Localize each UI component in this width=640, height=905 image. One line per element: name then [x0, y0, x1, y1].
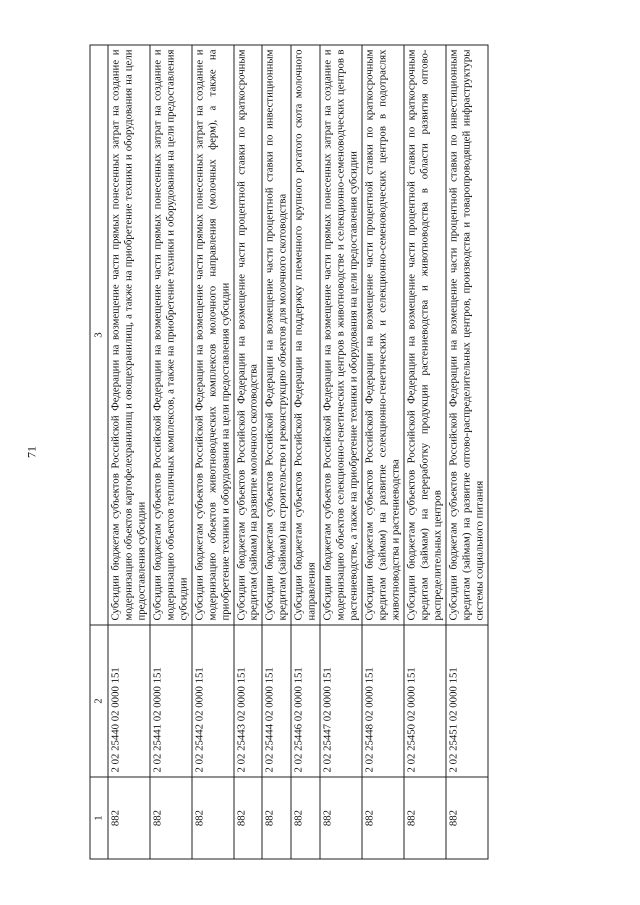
- table-row: [262, 45, 291, 859]
- admin-code-cell: 882: [320, 777, 362, 859]
- classification-code-cell: 2 02 25443 02 0000 151: [234, 625, 263, 777]
- table-row: [404, 45, 446, 859]
- classification-code-cell: 2 02 25446 02 0000 151: [291, 625, 320, 777]
- classification-code-cell: 2 02 25450 02 0000 151: [404, 625, 446, 777]
- header-col-3: 3: [90, 45, 108, 625]
- page-number: 71: [24, 446, 39, 458]
- admin-code-cell: 882: [362, 777, 404, 859]
- header-col-1: 1: [90, 777, 108, 859]
- income-name-cell: Субсидии бюджетам субъектов Российской Федерации на возмещение части процентной ставки по краткосрочным кредитам (займам) на развитие молочного скотоводства: [234, 45, 263, 625]
- admin-code-cell: 882: [192, 777, 234, 859]
- table-row: [192, 45, 234, 859]
- income-name-cell: Субсидии бюджетам субъектов Российской Федерации на возмещение части процентной ставки по инвестиционным кредитам (займам) на развитие оптово-распределительных центров, производства и товаропроводящей инфраструктуры системы социального питания: [446, 45, 488, 625]
- admin-code-cell: 882: [108, 777, 150, 859]
- admin-code-cell: 882: [291, 777, 320, 859]
- admin-code-cell: 882: [446, 777, 488, 859]
- classification-code-cell: 2 02 25444 02 0000 151: [262, 625, 291, 777]
- admin-code-cell: 882: [404, 777, 446, 859]
- admin-code-cell: 882: [150, 777, 192, 859]
- classification-code-cell: 2 02 25451 02 0000 151: [446, 625, 488, 777]
- table-header-row: [90, 45, 108, 859]
- income-name-cell: Субсидии бюджетам субъектов Российской Федерации на возмещение части прямых понесенных затрат на создание и модернизацию объектов селекционно-генетических центров в животноводстве и селекционно-семеноводческих центров в растениеводстве, а также на приобретение техники и оборудования на цели предоставления субсидии: [320, 45, 362, 625]
- income-name-cell: Субсидии бюджетам субъектов Российской Федерации на возмещение части прямых понесенных затрат на создание и модернизацию объектов картофелехранилищ и овощехранилищ, а также на приобретение техники и оборудования на цели предоставления субсидии: [108, 45, 150, 625]
- header-col-2: 2: [90, 625, 108, 777]
- admin-code-cell: 882: [262, 777, 291, 859]
- table-row: [362, 45, 404, 859]
- income-name-cell: Субсидии бюджетам субъектов Российской Федерации на возмещение части прямых понесенных затрат на создание и модернизацию объектов тепличных комплексов, а также на приобретение техники и оборудования на цели предоставления субсидии: [150, 45, 192, 625]
- budget-codes-table: [90, 45, 489, 860]
- table-row: [150, 45, 192, 859]
- classification-code-cell: 2 02 25440 02 0000 151: [108, 625, 150, 777]
- table-row: [108, 45, 150, 859]
- rotated-table-container: [90, 45, 552, 860]
- classification-code-cell: 2 02 25448 02 0000 151: [362, 625, 404, 777]
- income-name-cell: Субсидии бюджетам субъектов Российской Федерации на возмещение части процентной ставки по инвестиционным кредитам (займам) на строительство и реконструкцию объектов для молочного скотоводства: [262, 45, 291, 625]
- income-name-cell: Субсидии бюджетам субъектов Российской Федерации на поддержку племенного крупного рогатого скота молочного направления: [291, 45, 320, 625]
- table-row: [291, 45, 320, 859]
- table-body: [108, 45, 488, 859]
- table-row: [320, 45, 362, 859]
- income-name-cell: Субсидии бюджетам субъектов Российской Федерации на возмещение части прямых понесенных затрат на создание и модернизацию объектов животноводческих комплексов молочного направления (молочных ферм), а также на приобретение техники и оборудования на цели предоставления субсидии: [192, 45, 234, 625]
- admin-code-cell: 882: [234, 777, 263, 859]
- table-row: [234, 45, 263, 859]
- income-name-cell: Субсидии бюджетам субъектов Российской Федерации на возмещение части процентной ставки по краткосрочным кредитам (займам) на переработку продукции растениеводства и животноводства в области развития оптово-распределительных центров: [404, 45, 446, 625]
- table-row: [446, 45, 488, 859]
- classification-code-cell: 2 02 25442 02 0000 151: [192, 625, 234, 777]
- income-name-cell: Субсидии бюджетам субъектов Российской Федерации на возмещение части процентной ставки по краткосрочным кредитам (займам) на развитие селекционно-генетических и селекционно-семеноводческих центров в подотраслях животноводства и растениеводства: [362, 45, 404, 625]
- classification-code-cell: 2 02 25447 02 0000 151: [320, 625, 362, 777]
- classification-code-cell: 2 02 25441 02 0000 151: [150, 625, 192, 777]
